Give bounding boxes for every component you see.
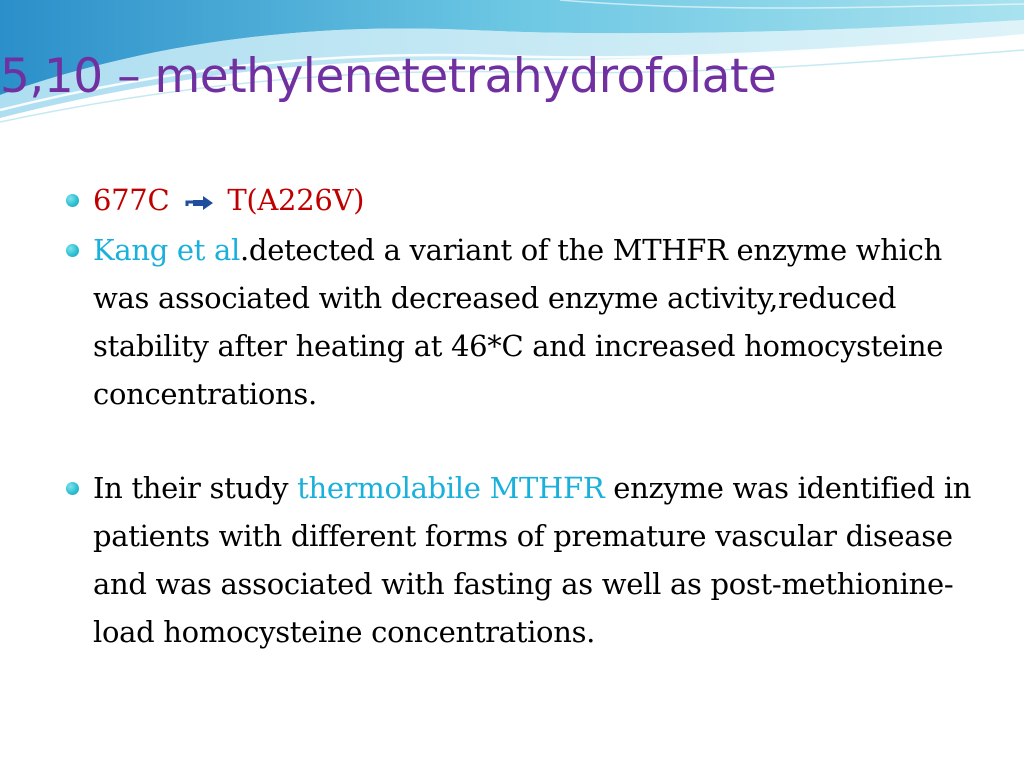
bullet-item-variant	[66, 176, 996, 224]
study-bullet-lead: In their study	[93, 471, 298, 505]
bullet-icon	[66, 244, 79, 257]
slide-title: 5,10 – methylenetetrahydrofolate	[0, 49, 777, 104]
right-arrow-icon	[185, 192, 215, 212]
bullet-list	[66, 176, 996, 656]
study-bullet-text: enzyme was identified in patients with different forms of premature vascular disease and was associated with fasting as well as post-methionine- load homocysteine concentrations.	[93, 471, 972, 649]
bullet-icon	[66, 194, 79, 207]
kang-et-al-highlight: Kang et al	[93, 233, 241, 267]
variant-to: T(A226V)	[227, 183, 365, 217]
bullet-item-kang	[66, 226, 996, 418]
kang-bullet-text: .detected a variant of the MTHFR enzyme which was associated with decreased enzyme activity,reduced stability after heating at 46*C and increased homocysteine concentrations.	[93, 233, 944, 411]
variant-from: 677C	[93, 183, 170, 217]
thermolabile-highlight: thermolabile MTHFR	[297, 471, 605, 505]
bullet-item-study	[66, 464, 996, 656]
bullet-icon	[66, 482, 79, 495]
